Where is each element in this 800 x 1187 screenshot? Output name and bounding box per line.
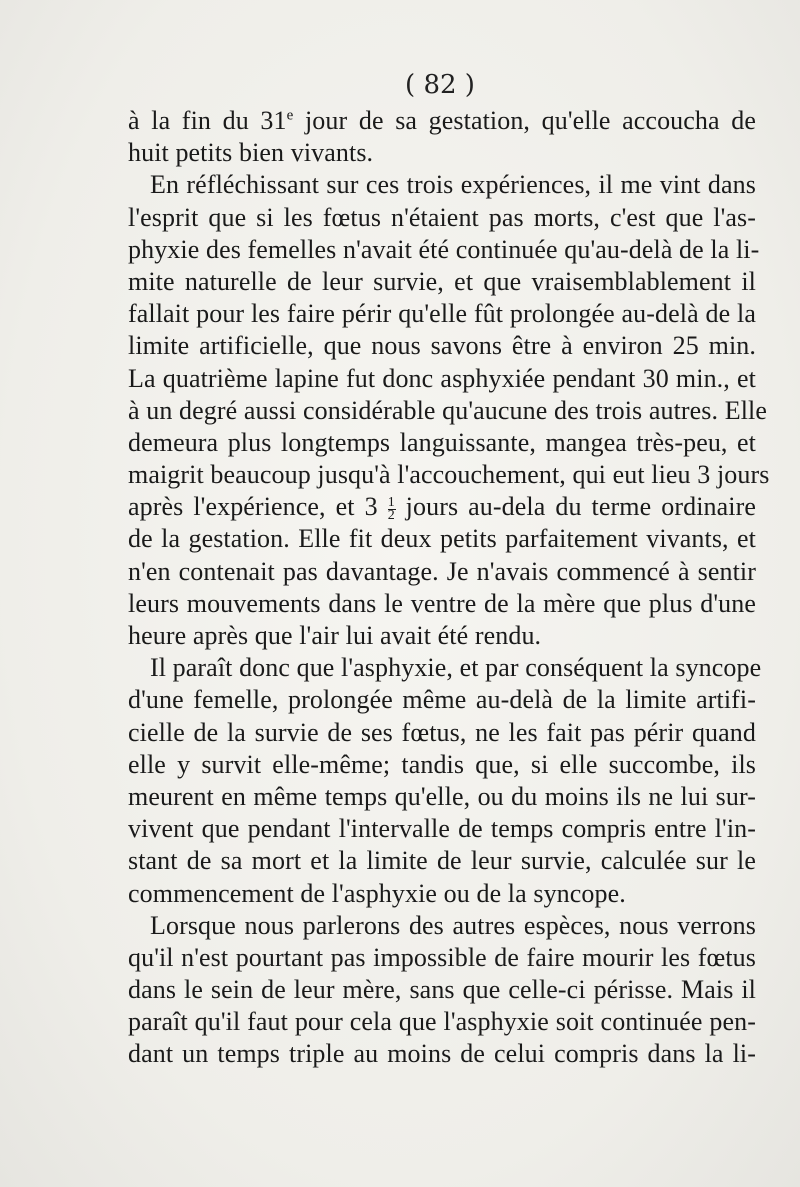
text-line: qu'il n'est pourtant pas impossible de faire mourir les fœtus	[128, 942, 756, 972]
text-line: à la fin du 31e jour de sa gestation, qu'elle accoucha de	[128, 106, 756, 135]
text-line: vivent que pendant l'intervalle de temps compris entre l'in-	[128, 814, 756, 844]
text-line: huit petits bien vivants.	[128, 138, 374, 168]
text-line: elle y survit elle-même; tandis que, si elle succombe, ils	[128, 749, 756, 779]
text-line: d'une femelle, prolongée même au-delà de la limite artifi-	[128, 685, 756, 715]
text-line: commencement de l'asphyxie ou de la syncope.	[128, 878, 626, 908]
text-line: heure après que l'air lui avait été rendu.	[128, 621, 542, 650]
text-line: fallait pour les faire périr qu'elle fût prolongée au-delà de la	[128, 299, 756, 329]
text-line: limite artificielle, que nous savons être à environ 25 min.	[128, 331, 756, 361]
fraction: $\frac{1}{2}$	[387, 494, 395, 523]
text-line: La quatrième lapine fut donc asphyxiée pendant 30 min., et	[128, 363, 756, 393]
text-line: dans le sein de leur mère, sans que celle-ci périsse. Mais il	[128, 975, 756, 1005]
text-line: stant de sa mort et la limite de leur survie, calculée sur le	[128, 846, 756, 876]
text-line: à un degré aussi considérable qu'aucune des trois autres. Elle	[128, 395, 767, 425]
text-line: dant un temps triple au moins de celui compris dans la li-	[128, 1039, 756, 1069]
text-line: n'en contenait pas davantage. Je n'avais commencé à sentir	[128, 556, 756, 586]
text-line: phyxie des femelles n'avait été continuée qu'au-delà de la li-	[128, 234, 760, 264]
superscript: e	[286, 107, 294, 124]
paragraph-start-line: Il paraît donc que l'asphyxie, et par conséquent la syncope	[150, 653, 762, 683]
text-line: l'esprit que si les fœtus n'étaient pas morts, c'est que l'as-	[128, 202, 756, 232]
text-line: leurs mouvements dans le ventre de la mère que plus d'une	[128, 588, 756, 618]
text-line: demeura plus longtemps languissante, mangea très-peu, et	[128, 427, 756, 457]
paragraph-start-line: En réfléchissant sur ces trois expériences, il me vint dans	[150, 170, 756, 200]
text-line: après l'expérience, et 3 $\frac{1}{2}$ jours au-dela du terme ordinaire	[128, 492, 756, 523]
text-line: meurent en même temps qu'elle, ou du moins ils ne lui sur-	[128, 781, 756, 811]
text-line: paraît qu'il faut pour cela que l'asphyxie soit continuée pen-	[128, 1007, 756, 1037]
text-line: cielle de la survie de ses fœtus, ne les fait pas périr quand	[128, 717, 756, 747]
page-number: ( 82 )	[405, 70, 475, 100]
paragraph-start-line: Lorsque nous parlerons des autres espèces, nous verrons	[150, 910, 756, 940]
body-text	[128, 105, 770, 1071]
text-line: de la gestation. Elle fit deux petits parfaitement vivants, et	[128, 524, 756, 554]
text-line: mite naturelle de leur survie, et que vraisemblablement il	[128, 266, 756, 296]
text-line: maigrit beaucoup jusqu'à l'accouchement, qui eut lieu 3 jours	[128, 460, 770, 490]
